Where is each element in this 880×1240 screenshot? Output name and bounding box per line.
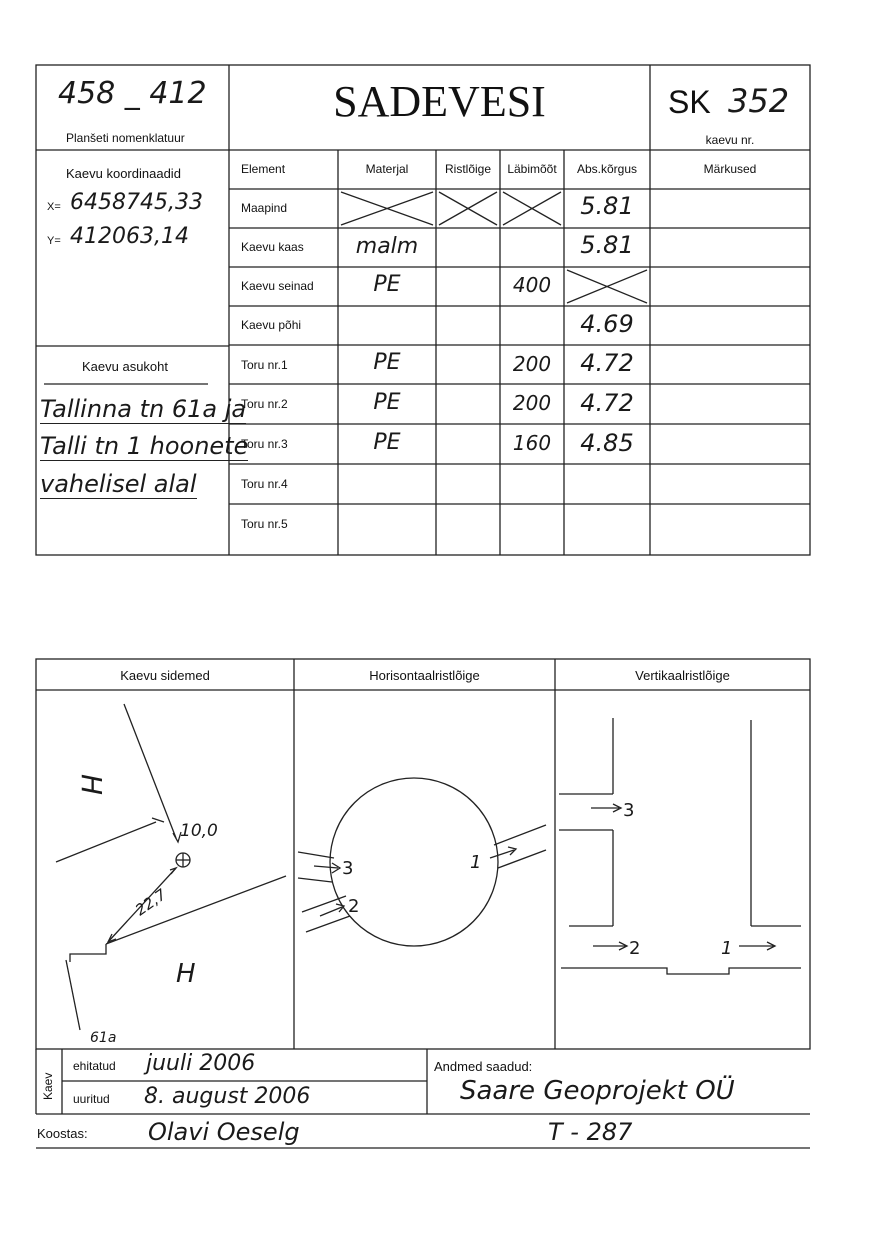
table-row-elevation: 4.72 bbox=[580, 389, 634, 417]
surveyed-value: 8. august 2006 bbox=[144, 1084, 311, 1109]
col-header-material: Materjal bbox=[365, 162, 409, 176]
distance-label-1: 10,0 bbox=[180, 821, 218, 841]
links-diagram bbox=[36, 690, 294, 1049]
links-diagram-title: Kaevu sidemed bbox=[120, 668, 210, 683]
pipe-label-2: 2 bbox=[629, 938, 641, 959]
vertical-section-title: Vertikaalristlõige bbox=[635, 668, 730, 683]
col-header-diameter: Läbimõõt bbox=[507, 162, 557, 176]
table-row-elevation: 4.85 bbox=[580, 429, 634, 457]
house-number-label: 61a bbox=[90, 1030, 117, 1046]
x-prefix: X= bbox=[47, 201, 61, 213]
table-row-element: Kaevu põhi bbox=[241, 318, 302, 332]
well-prefix: SK bbox=[668, 84, 711, 120]
col-header-notes: Märkused bbox=[703, 162, 757, 176]
y-coordinate-value: 412063,14 bbox=[70, 224, 189, 249]
table-row-diameter: 400 bbox=[512, 273, 552, 297]
x-coordinate-value: 6458745,33 bbox=[70, 190, 203, 215]
author-value: Olavi Oeselg bbox=[148, 1118, 300, 1146]
pipe-label-3: 3 bbox=[623, 800, 635, 821]
side-label: Kaev bbox=[41, 1072, 55, 1100]
table-row-elevation: 5.81 bbox=[580, 231, 634, 259]
nomenclature-label: Planšeti nomenklatuur bbox=[66, 131, 185, 145]
table-row-element: Toru nr.1 bbox=[241, 358, 288, 372]
well-number-label: kaevu nr. bbox=[705, 133, 755, 147]
table-row-diameter: 160 bbox=[512, 431, 552, 455]
table-row-diameter: 200 bbox=[512, 391, 552, 415]
table-row-material: PE bbox=[373, 350, 401, 375]
pipe-label-3: 3 bbox=[342, 858, 354, 879]
table-row-element: Toru nr.3 bbox=[241, 437, 288, 451]
building-label-bottom: H bbox=[176, 959, 196, 989]
building-label-top: H bbox=[75, 774, 108, 796]
location-line-3: vahelisel alal bbox=[40, 470, 197, 498]
pipe-label-2: 2 bbox=[348, 896, 360, 917]
nomenclature-value: 458 _ 412 bbox=[58, 76, 207, 111]
built-label: ehitatud bbox=[73, 1059, 116, 1073]
location-line-2: Talli tn 1 hoonete bbox=[40, 432, 249, 460]
table-row-element: Toru nr.4 bbox=[241, 477, 288, 491]
col-header-elevation: Abs.kõrgus bbox=[576, 162, 638, 176]
table-row-elevation: 4.69 bbox=[580, 310, 634, 338]
distance-label-2: 22,7 bbox=[131, 885, 170, 920]
surveyed-label: uuritud bbox=[73, 1092, 110, 1106]
table-row-elevation: 5.81 bbox=[580, 192, 634, 220]
table-row-element: Kaevu kaas bbox=[241, 240, 304, 254]
coordinates-label: Kaevu koordinaadid bbox=[66, 166, 181, 181]
well-number: 352 bbox=[728, 82, 790, 120]
pipe-label-1: 1 bbox=[470, 852, 482, 873]
table-row-element: Toru nr.5 bbox=[241, 517, 288, 531]
location-line-1: Tallinna tn 61a ja bbox=[40, 395, 247, 423]
location-label: Kaevu asukoht bbox=[82, 359, 169, 374]
horizontal-section-title: Horisontaalristlõige bbox=[369, 668, 480, 683]
col-header-cross-section: Ristlõige bbox=[444, 162, 492, 176]
table-row-material: PE bbox=[373, 430, 401, 455]
source-label: Andmed saadud: bbox=[434, 1059, 533, 1074]
y-prefix: Y= bbox=[47, 235, 61, 247]
built-value: juuli 2006 bbox=[146, 1051, 256, 1076]
table-row-element: Kaevu seinad bbox=[241, 279, 314, 293]
table-row-material: PE bbox=[373, 272, 401, 297]
author-label: Koostas: bbox=[37, 1126, 88, 1141]
document-number: T - 287 bbox=[548, 1118, 633, 1146]
vertical-section-diagram bbox=[555, 690, 810, 1049]
col-header-element: Element bbox=[241, 162, 286, 176]
table-row-element: Toru nr.2 bbox=[241, 397, 288, 411]
table-row-element: Maapind bbox=[241, 201, 288, 215]
table-row-elevation: 4.72 bbox=[580, 349, 634, 377]
pipe-label-1: 1 bbox=[721, 938, 733, 959]
page-title: SADEVESI bbox=[333, 77, 546, 126]
horizontal-section-diagram bbox=[294, 690, 555, 1049]
table-row-material: PE bbox=[373, 390, 401, 415]
source-value: Saare Geoprojekt OÜ bbox=[460, 1076, 735, 1106]
table-row-diameter: 200 bbox=[512, 352, 552, 376]
table-row-material: malm bbox=[355, 234, 419, 259]
